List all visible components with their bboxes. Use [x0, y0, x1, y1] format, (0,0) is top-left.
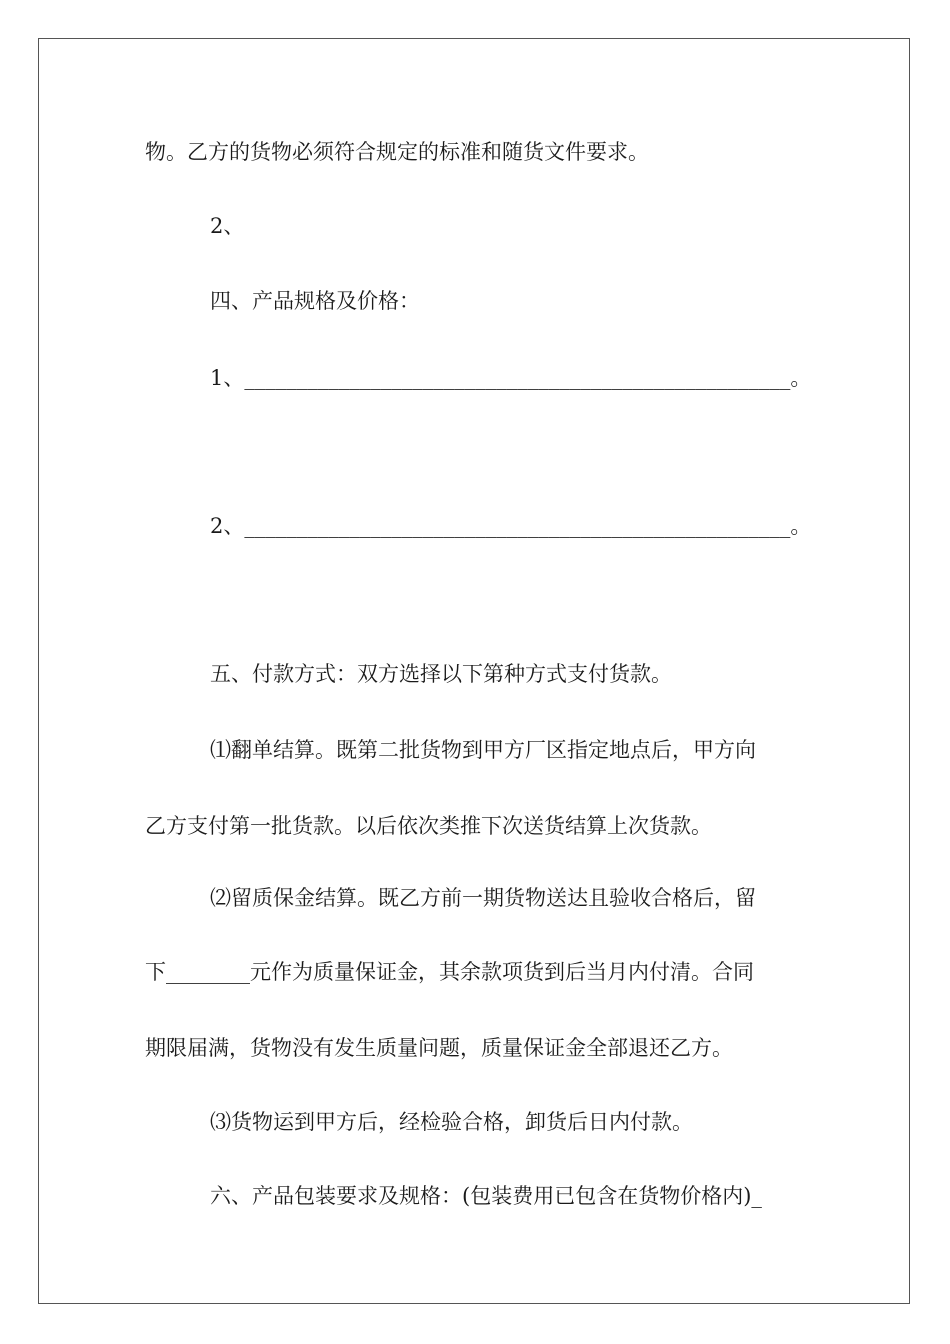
paragraph-line: 下________元作为质量保证金，其余款项货到后当月内付清。合同 [145, 960, 754, 984]
paragraph-line: 期限届满，货物没有发生质量问题，质量保证金全部退还乙方。 [145, 1036, 733, 1060]
blank-field-line: 1、____________________________________________________。 [210, 366, 812, 390]
paragraph-line: ⑴翻单结算。既第二批货物到甲方厂区指定地点后，甲方向 [210, 738, 756, 762]
blank-field-line: 2、____________________________________________________。 [210, 514, 812, 538]
section-heading: 六、产品包装要求及规格：(包装费用已包含在货物价格内)_ [210, 1184, 762, 1208]
section-heading: 五、付款方式：双方选择以下第种方式支付货款。 [210, 662, 672, 686]
paragraph-line: 2、 [210, 214, 245, 238]
paragraph-line: ⑵留质保金结算。既乙方前一期货物送达且验收合格后，留 [210, 886, 756, 910]
paragraph-line: 物。乙方的货物必须符合规定的标准和随货文件要求。 [145, 140, 649, 164]
paragraph-line: 乙方支付第一批货款。以后依次类推下次送货结算上次货款。 [145, 814, 712, 838]
section-heading: 四、产品规格及价格： [210, 289, 420, 313]
paragraph-line: ⑶货物运到甲方后，经检验合格，卸货后日内付款。 [210, 1110, 693, 1134]
